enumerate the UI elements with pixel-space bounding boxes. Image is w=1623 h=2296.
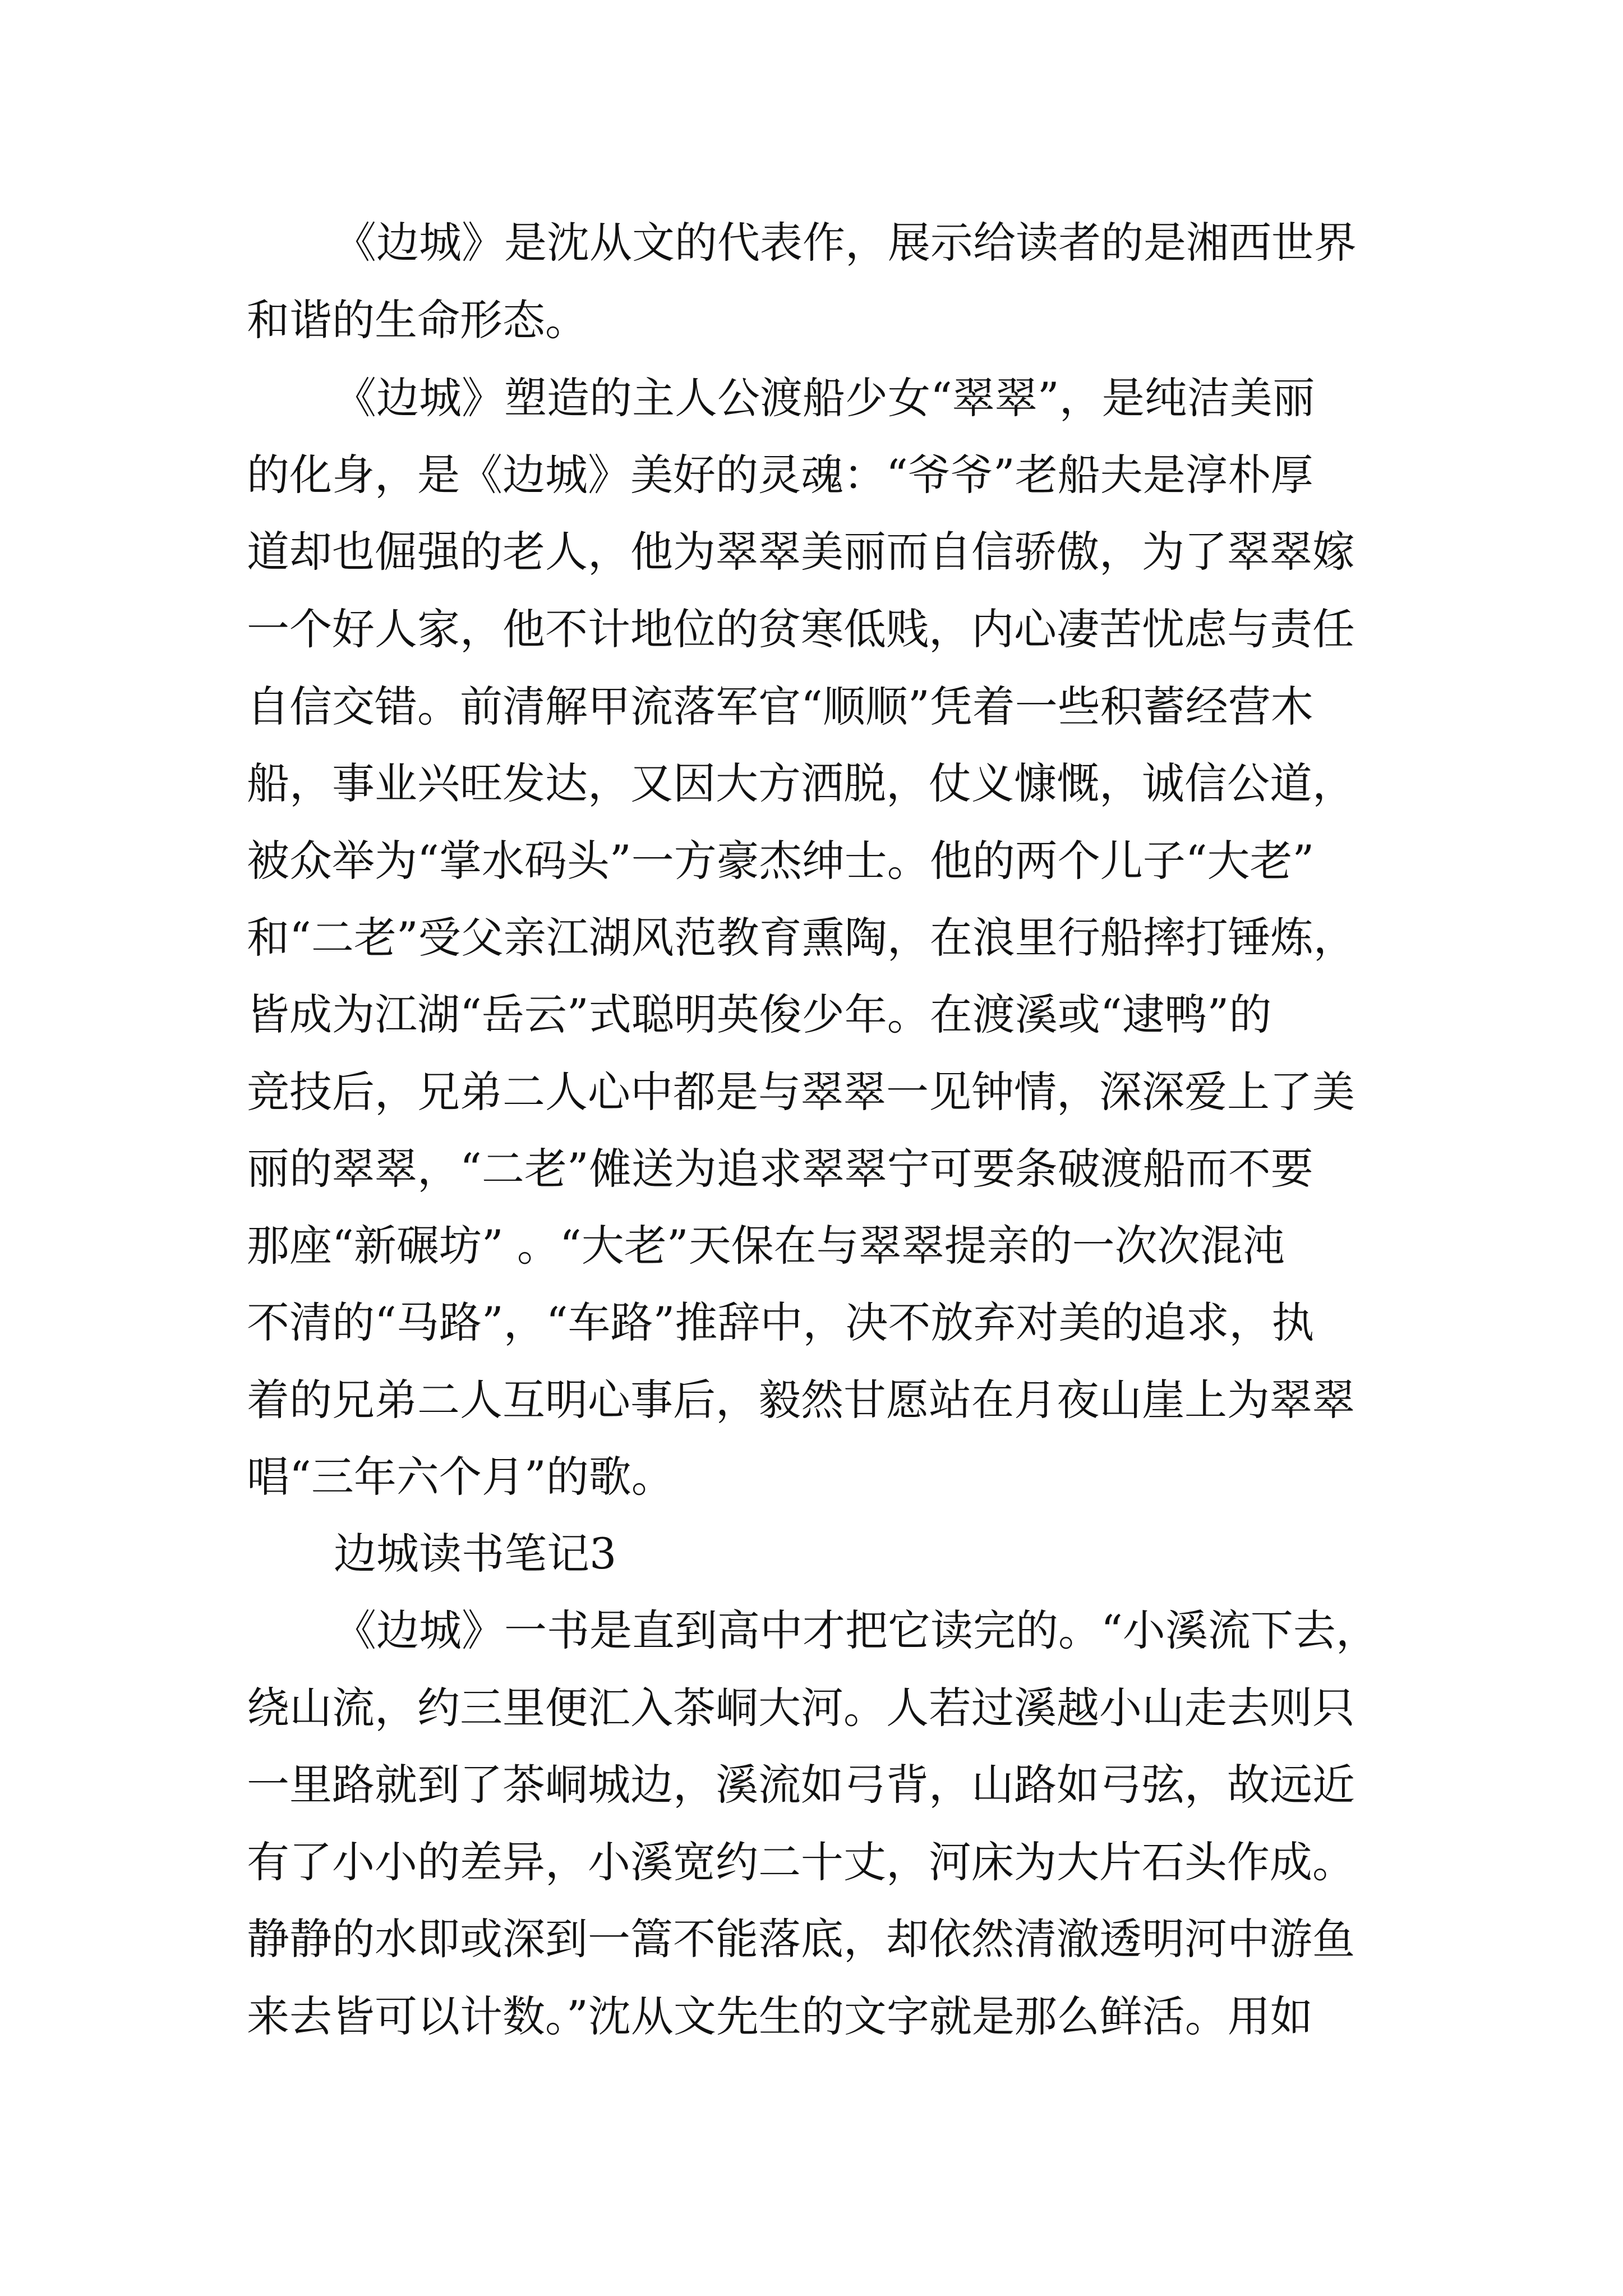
text-line: 《边城》塑造的主人公渡船少女“翠翠”，是纯洁美丽 (334, 373, 1315, 423)
text-line: 和谐的生命形态。 (247, 295, 588, 345)
text-line: 那座“新碾坊” 。“大老”天保在与翠翠提亲的一次次混沌 (247, 1221, 1285, 1271)
text-line: 有了小小的差异，小溪宽约二十丈，河床为大片石头作成。 (247, 1837, 1355, 1887)
text-line: 《边城》是沈从文的代表作，展示给读者的是湘西世界 (334, 218, 1357, 268)
text-line: 唱“三年六个月”的歌。 (247, 1452, 674, 1502)
text-line: 道却也倔强的老人，他为翠翠美丽而自信骄傲，为了翠翠嫁 (247, 527, 1355, 577)
text-line: 皆成为江湖“岳云”式聪明英俊少年。在渡溪或“逮鸭”的 (247, 990, 1272, 1039)
text-line: 一个好人家，他不计地位的贫寒低贱，内心凄苦忧虑与责任 (247, 604, 1355, 654)
text-line: 一里路就到了茶峒城边，溪流如弓背，山路如弓弦，故远近 (247, 1760, 1355, 1810)
text-line: 来去皆可以计数。”沈从文先生的文字就是那么鲜活。用如 (247, 1991, 1313, 2041)
text-line: 自信交错。前清解甲流落军官“顺顺”凭着一些积蓄经营木 (247, 682, 1313, 731)
section-heading: 边城读书笔记3 (334, 1529, 617, 1579)
text-line: 的化身，是《边城》美好的灵魂：“爷爷”老船夫是淳朴厚 (247, 450, 1313, 500)
text-line: 静静的水即或深到一篙不能落底，却依然清澈透明河中游鱼 (247, 1914, 1355, 1964)
text-line: 丽的翠翠，“二老”傩送为追求翠翠宁可要条破渡船而不要 (247, 1144, 1313, 1194)
text-line: 绕山流，约三里便汇入茶峒大河。人若过溪越小山走去则只 (247, 1683, 1355, 1733)
text-line: 竞技后，兄弟二人心中都是与翠翠一见钟情，深深爱上了美 (247, 1067, 1355, 1117)
text-line: 着的兄弟二人互明心事后，毅然甘愿站在月夜山崖上为翠翠 (247, 1375, 1355, 1425)
text-line: 《边城》一书是直到高中才把它读完的。“小溪流下去， (334, 1605, 1378, 1655)
text-line: 船，事业兴旺发达，又因大方洒脱，仗义慷慨，诚信公道， (247, 758, 1355, 808)
text-line: 不清的“马路”，“车路”推辞中，决不放弃对美的追求，执 (247, 1297, 1315, 1347)
text-line: 和“二老”受父亲江湖风范教育熏陶，在浪里行船摔打锤炼， (247, 913, 1356, 963)
text-line: 被众举为“掌水码头”一方豪杰绅士。他的两个儿子“大老” (247, 836, 1315, 886)
